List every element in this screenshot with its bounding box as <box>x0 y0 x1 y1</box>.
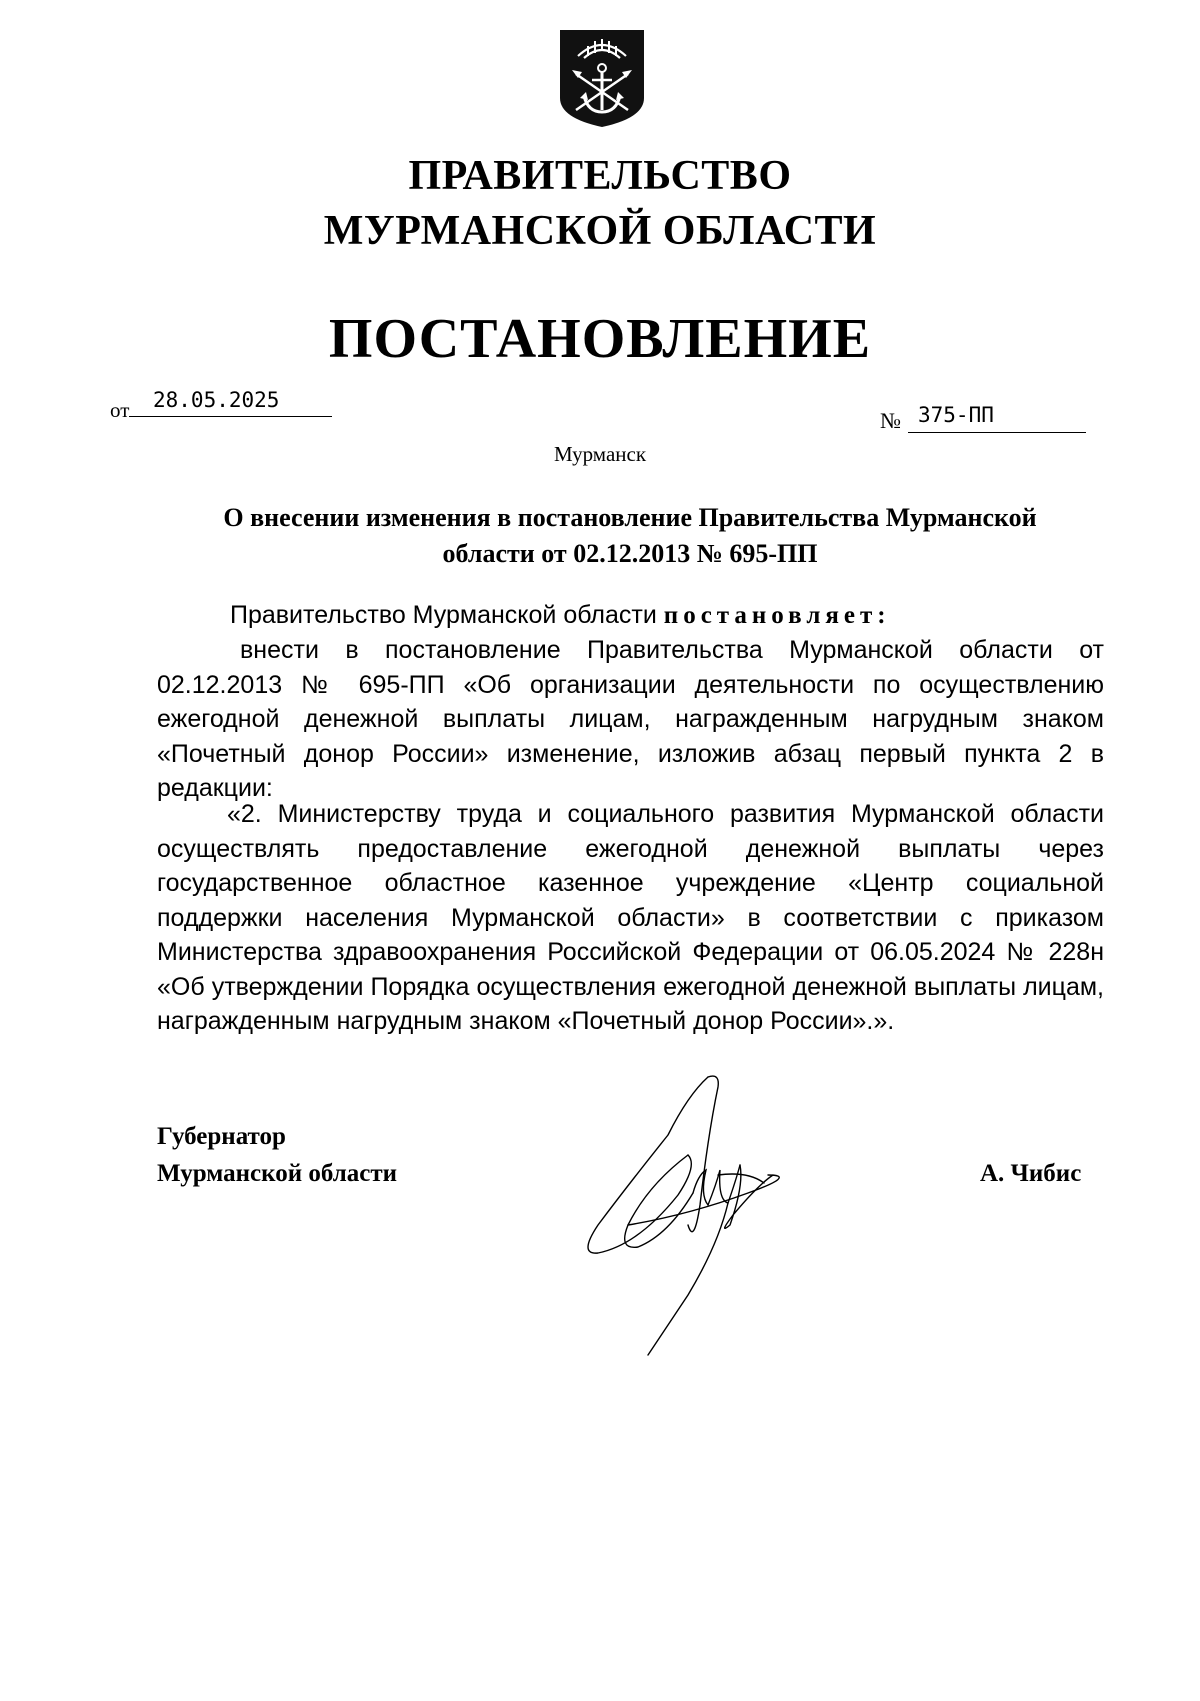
number-prefix: № <box>880 408 901 433</box>
document-type-title: ПОСТАНОВЛЕНИЕ <box>328 308 872 370</box>
document-city: Мурманск <box>553 442 647 466</box>
subject-line1: О внесении изменения в постановление Правительства Мурманской <box>223 503 1037 532</box>
enacting-clause <box>157 598 1104 634</box>
signer-position-line1: Губернатор <box>157 1123 286 1150</box>
signer-name: А. Чибис <box>980 1160 1082 1187</box>
new-wording-paragraph: «2. Министерству труда и социального развития Мурманской области осуществлять предоставление ежегодной денежной выплаты через государственное областное казенное учреждение «Центр социальной поддержки населения Мурманской области» в соответствии с приказом Министерства здравоохранения Российской Федерации от 06.05.2024 № 228н «Об утверждении Порядка осуществления ежегодной денежной выплаты лицам, награжденным нагрудным знаком «Почетный донор России».». <box>157 800 1104 1035</box>
document-date: 28.05.2025 <box>129 387 332 417</box>
signer-position-line2: Мурманской области <box>157 1160 398 1187</box>
handwritten-signature <box>568 1075 848 1365</box>
subject-line2: области от 02.12.2013 № 695-ПП <box>442 539 818 568</box>
government-title-line2: МУРМАНСКОЙ ОБЛАСТИ <box>323 208 877 254</box>
government-title-line1: ПРАВИТЕЛЬСТВО <box>408 153 792 199</box>
signer-position <box>157 1118 397 1192</box>
enacting-verb: постановляет: <box>663 602 891 629</box>
document-subject <box>150 500 1110 572</box>
amendment-paragraph: внести в постановление Правительства Мурманской области от 02.12.2013 № 695-ПП «Об организации деятельности по осуществлению ежегодной денежной выплаты лицам, награжденным нагрудным знаком «Почетный донор России» изменение, изложив абзац первый пункта 2 в редакции: <box>157 636 1104 802</box>
enacting-intro: Правительство Мурманской области <box>230 601 664 629</box>
coat-of-arms-icon <box>558 28 646 129</box>
document-number: 375-ПП <box>908 402 1086 433</box>
date-prefix: от <box>110 398 130 422</box>
